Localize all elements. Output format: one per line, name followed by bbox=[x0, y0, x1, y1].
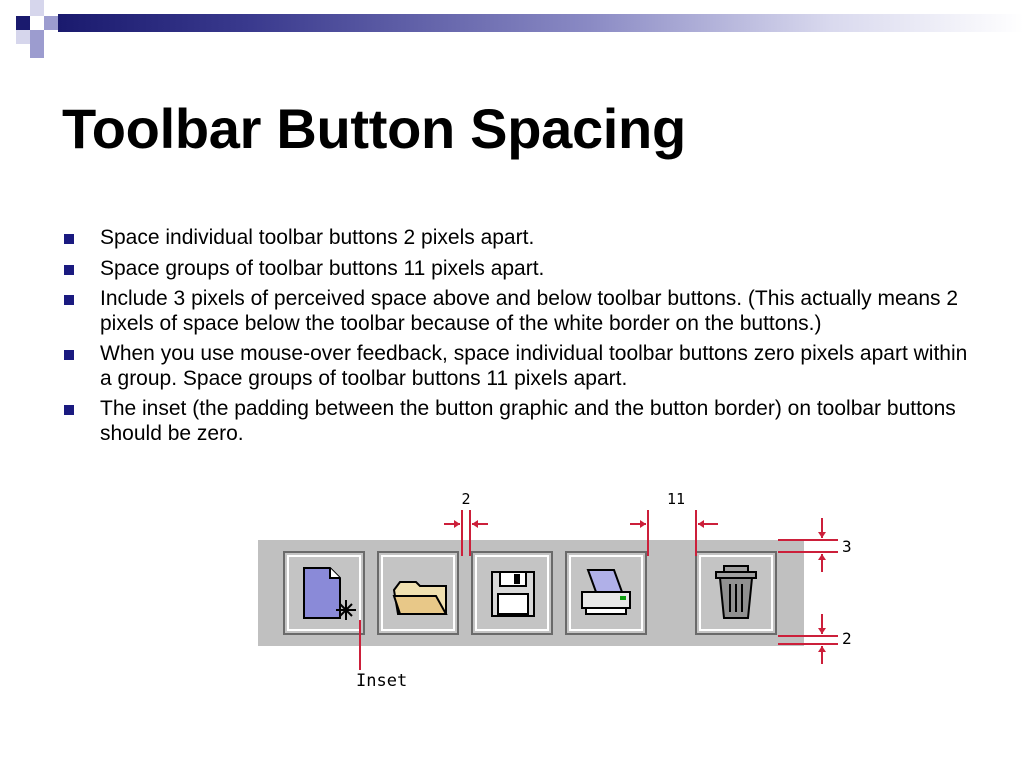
bullet-square-icon bbox=[64, 234, 74, 244]
header-gradient-band bbox=[58, 14, 1024, 32]
inset-label: Inset bbox=[356, 671, 408, 691]
bullet-text: Include 3 pixels of perceived space above and below toolbar buttons. (This actually means 2 pixels of space below the toolbar because of the white border on the buttons.) bbox=[100, 287, 959, 335]
bottom-space-label: 2 bbox=[842, 629, 852, 648]
corner-square-lavender bbox=[30, 30, 44, 44]
bullet-square-icon bbox=[64, 295, 74, 305]
bullet-square-icon bbox=[64, 350, 74, 360]
bullet-text: The inset (the padding between the button graphic and the button border) on toolbar buttons should be zero. bbox=[100, 397, 956, 445]
bullet-item bbox=[62, 226, 982, 251]
button-gap-label: 2 bbox=[461, 490, 471, 508]
top-space-label: 3 bbox=[842, 537, 852, 556]
corner-square-pale bbox=[16, 30, 30, 44]
bullet-square-icon bbox=[64, 265, 74, 275]
save-floppy-icon bbox=[492, 572, 534, 616]
group-gap-label: 11 bbox=[666, 490, 686, 508]
toolbar-spacing-figure bbox=[250, 486, 870, 696]
bullet-text: When you use mouse-over feedback, space individual toolbar buttons zero pixels apart within a group. Space groups of toolbar buttons 11 pixels apart. bbox=[100, 342, 968, 390]
open-folder-button bbox=[378, 552, 458, 634]
bullet-text: Space groups of toolbar buttons 11 pixels apart. bbox=[100, 256, 545, 280]
corner-square-lavender bbox=[30, 44, 44, 58]
trash-button bbox=[696, 552, 776, 634]
print-button bbox=[566, 552, 646, 634]
new-document-button bbox=[284, 552, 364, 634]
bullet-item bbox=[62, 257, 982, 282]
corner-square-lavender bbox=[44, 16, 58, 30]
bullet-item bbox=[62, 397, 982, 446]
open-folder-icon bbox=[394, 582, 446, 614]
corner-square-pale bbox=[30, 0, 44, 16]
slide-title: Toolbar Button Spacing bbox=[62, 97, 686, 160]
bullet-item bbox=[62, 342, 982, 391]
bullet-text: Space individual toolbar buttons 2 pixels apart. bbox=[100, 226, 535, 249]
corner-square-navy bbox=[16, 16, 30, 30]
bullet-square-icon bbox=[64, 405, 74, 415]
bullet-item bbox=[62, 287, 982, 336]
save-button bbox=[472, 552, 552, 634]
bullet-list bbox=[62, 226, 982, 452]
